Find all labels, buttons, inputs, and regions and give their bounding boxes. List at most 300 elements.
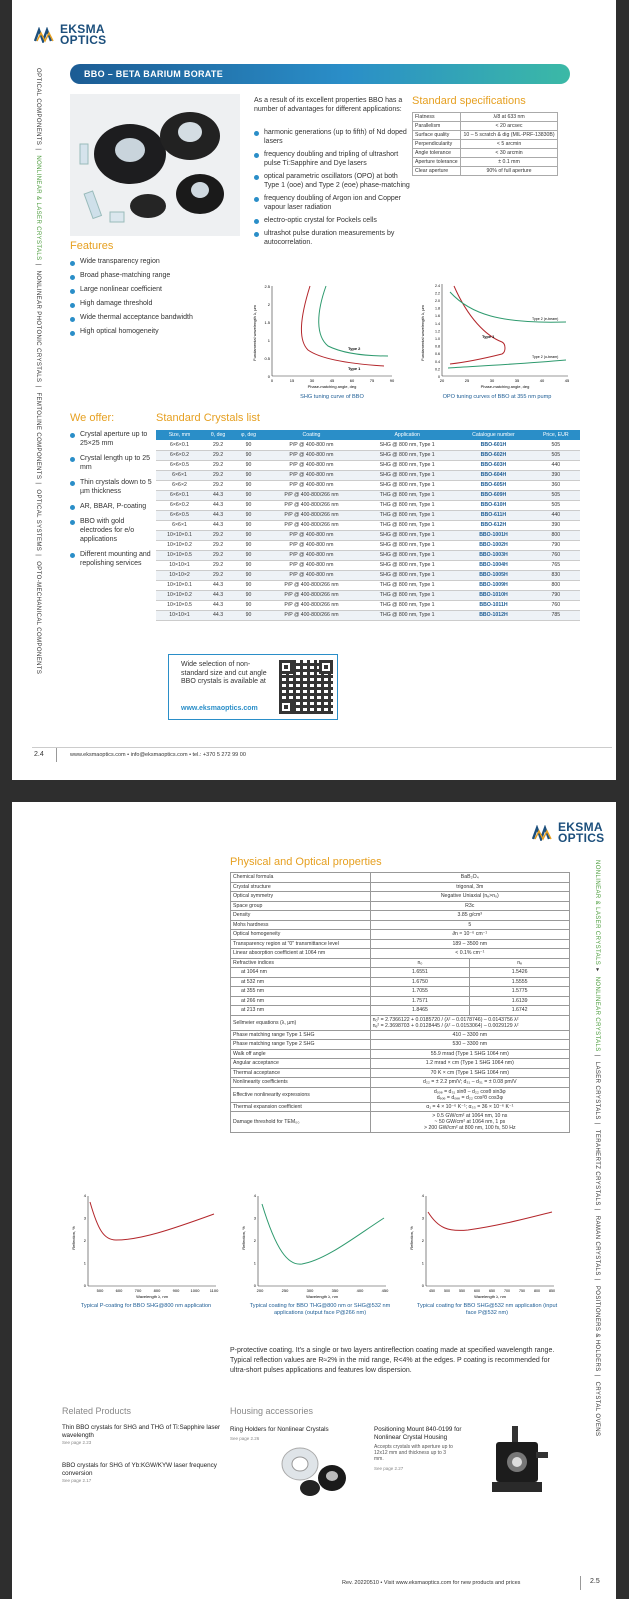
y-tick: 1.4 (435, 321, 440, 326)
cell-coating: P/P @ 400-800/266 nm (264, 520, 359, 530)
cell-coating: P/P @ 400-800/266 nm (264, 590, 359, 600)
x-tick: 300 (306, 1288, 314, 1293)
chart-ylabel: Fundamental wavelength λ, µm (420, 305, 425, 361)
cell-catalogue-number[interactable]: BBO-1003H (455, 550, 531, 560)
reflection-chart-thg800 (240, 1190, 390, 1302)
cell-theta: 44.3 (203, 600, 233, 610)
cell-theta: 29.2 (203, 530, 233, 540)
table-row (156, 610, 580, 620)
cell-catalogue-number[interactable]: BBO-1001H (455, 530, 531, 540)
cell-phi: 90 (233, 550, 264, 560)
spec-param: Perpendicularity (413, 140, 461, 149)
type1-curve (301, 286, 384, 366)
cell-catalogue-number[interactable]: BBO-603H (455, 460, 531, 470)
cell-price: 785 (532, 610, 580, 620)
y-tick: 2 (83, 1238, 86, 1243)
feature-item: High optical homogeneity (70, 328, 240, 335)
cell-catalogue-number[interactable]: BBO-1010H (455, 590, 531, 600)
ri-no: 1.8465 (370, 1006, 470, 1016)
property-value: 410 – 3300 nm (370, 1030, 569, 1040)
table-row (156, 530, 580, 540)
table-row (156, 590, 580, 600)
ri-row (231, 996, 570, 1006)
reflection-curve (428, 1212, 552, 1230)
property-value: 70 K × cm (Type 1 SHG 1064 nm) (370, 1068, 569, 1078)
cell-price: 760 (532, 550, 580, 560)
chart-xlabel: Phase-matching angle, deg (307, 384, 357, 389)
cell-application: SHG @ 800 nm, Type 1 (359, 440, 455, 450)
side-nav-item-active[interactable]: NONLINEAR & LASER CRYSTALS (594, 860, 600, 966)
spec-row (413, 149, 558, 158)
spec-param: Angle tolerance (413, 149, 461, 158)
cell-application: SHG @ 800 nm, Type 1 (359, 560, 455, 570)
cell-application: SHG @ 800 nm, Type 1 (359, 550, 455, 560)
cell-phi: 90 (233, 450, 264, 460)
ri-row (231, 968, 570, 978)
property-row (231, 949, 570, 959)
features-title: Features (70, 240, 114, 252)
cell-coating: P/P @ 400-800/266 nm (264, 500, 359, 510)
custom-crystals-box (168, 654, 338, 720)
side-nav-item[interactable]: CRYSTAL OVENS (594, 1381, 600, 1437)
cell-catalogue-number[interactable]: BBO-605H (455, 480, 531, 490)
spec-row (413, 140, 558, 149)
cell-coating: P/P @ 400-800 nm (264, 540, 359, 550)
spec-row (413, 167, 558, 176)
x-tick: 800 (153, 1288, 161, 1293)
side-nav-item[interactable]: TERAHERTZ CRYSTALS (594, 1129, 600, 1206)
offer-title: We offer: (70, 412, 115, 424)
property-row (231, 1040, 570, 1050)
column-header: θ, deg (203, 430, 233, 440)
property-name: Optical homogeneity (231, 930, 371, 940)
cell-theta: 29.2 (203, 440, 233, 450)
ri-row (231, 1006, 570, 1016)
y-tick: 0.8 (435, 344, 440, 349)
x-tick: 1100 (209, 1288, 219, 1293)
positioning-mount-title[interactable]: Positioning Mount 840-0199 for Nonlinear Crystal Housing (374, 1426, 462, 1441)
chart-xlabel: Wavelength λ, nm (136, 1294, 168, 1299)
cell-size: 6×6×1 (156, 470, 203, 480)
cell-price: 440 (532, 510, 580, 520)
ri-wavelength: at 532 nm (231, 977, 371, 987)
cell-application: SHG @ 800 nm, Type 1 (359, 540, 455, 550)
property-name: Crystal structure (231, 882, 371, 892)
property-name: Walk off angle (231, 1049, 371, 1059)
ri-ne: 1.6139 (470, 996, 570, 1006)
cell-size: 10×10×1 (156, 560, 203, 570)
y-tick: 1 (267, 338, 270, 343)
cell-coating: P/P @ 400-800 nm (264, 460, 359, 470)
cell-application: SHG @ 800 nm, Type 1 (359, 530, 455, 540)
cell-application: THG @ 800 nm, Type 1 (359, 520, 455, 530)
y-tick: 0 (438, 375, 440, 379)
shg-chart-caption: SHG tuning curve of BBO (300, 394, 364, 400)
table-row (156, 560, 580, 570)
advantages-list (254, 128, 414, 251)
side-nav-item[interactable]: RAMAN CRYSTALS (594, 1215, 600, 1276)
type1-label: Type 1 (348, 366, 361, 371)
damage-line: > 200 GW/cm² at 800 nm, 100 fs, 50 Hz (424, 1125, 516, 1131)
property-row (231, 1087, 570, 1102)
cell-price: 360 (532, 480, 580, 490)
property-name: Phase matching range Type 2 SHG (231, 1040, 371, 1050)
property-name: Nonlinearity coefficients (231, 1078, 371, 1088)
property-value: 189 – 3500 nm (370, 939, 569, 949)
opo-tuning-chart (420, 278, 575, 393)
cell-application: THG @ 800 nm, Type 1 (359, 610, 455, 620)
property-name: Refractive indices (231, 958, 371, 968)
ri-no: 1.7571 (370, 996, 470, 1006)
reflection-chart-shg532 (408, 1190, 558, 1302)
cell-phi: 90 (233, 570, 264, 580)
cell-catalogue-number[interactable]: BBO-609H (455, 490, 531, 500)
table-row (156, 570, 580, 580)
property-name: Phase matching range Type 1 SHG (231, 1030, 371, 1040)
table-row (156, 440, 580, 450)
reflection-curve (90, 1202, 214, 1240)
cell-size: 10×10×0.5 (156, 600, 203, 610)
ri-no-header: nₒ (370, 958, 470, 968)
type2-obeam-label: Type 2 (o-beam) (532, 355, 559, 359)
table-row (156, 480, 580, 490)
column-header: φ, deg (233, 430, 264, 440)
property-name: Chemical formula (231, 873, 371, 883)
offer-item: BBO with gold electrodes for e/o applications (70, 517, 156, 544)
crystals-list-title: Standard Crystals list (156, 412, 260, 424)
y-tick: 3 (253, 1215, 256, 1221)
spec-value: 10 – 5 scratch & dig (MIL-PRF-13830B) (461, 131, 558, 140)
advantage-item: harmonic generations (up to fifth) of Nd doped lasers (254, 128, 414, 146)
property-row (231, 930, 570, 940)
x-tick: 25 (464, 378, 470, 383)
side-nav-item[interactable]: OPTO-MECHANICAL COMPONENTS (35, 561, 41, 675)
p-coating-paragraph: P-protective coating. It's a single or two layers antireflection coating made at specified wavelength range. Typical reflection values are R≈2% in the mid range, R<4% at the edges. P coating is recommended for ultra-short pulses applications and features low dispersion. (230, 1347, 555, 1374)
property-row (231, 873, 570, 883)
property-row (231, 939, 570, 949)
cell-theta: 44.3 (203, 510, 233, 520)
y-tick: 1.0 (435, 337, 440, 341)
table-row (156, 510, 580, 520)
cell-phi: 90 (233, 460, 264, 470)
property-value: < 0.1% cm⁻¹ (370, 949, 569, 959)
brand-name: EKSMA (60, 22, 105, 36)
x-tick: 800 (534, 1289, 540, 1293)
x-tick: 450 (429, 1289, 435, 1293)
x-tick: 700 (134, 1288, 142, 1293)
cell-catalogue-number[interactable]: BBO-604H (455, 470, 531, 480)
cell-coating: P/P @ 400-800 nm (264, 560, 359, 570)
ri-ne-header: nₑ (470, 958, 570, 968)
side-nav-item[interactable]: POSITIONERS & HOLDERS (594, 1285, 600, 1372)
cell-price: 390 (532, 520, 580, 530)
side-nav-item-active[interactable]: NONLINEAR CRYSTALS (594, 976, 600, 1052)
property-name: Thermal acceptance (231, 1068, 371, 1078)
x-tick: 15 (289, 378, 295, 383)
y-tick: 1.5 (264, 320, 270, 325)
page-footer: www.eksmaoptics.com • info@eksmaoptics.com • tel.: +370 5 272 99 00 (70, 752, 246, 758)
cell-catalogue-number[interactable]: BBO-601H (455, 440, 531, 450)
cell-theta: 29.2 (203, 470, 233, 480)
cell-coating: P/P @ 400-800/266 nm (264, 600, 359, 610)
cell-theta: 44.3 (203, 500, 233, 510)
cell-price: 800 (532, 580, 580, 590)
feature-item: Wide transparency region (70, 258, 240, 265)
cell-size: 10×10×0.5 (156, 550, 203, 560)
property-row (231, 882, 570, 892)
y-tick: 2.5 (264, 284, 270, 289)
property-name: Thermal expansion coefficient (231, 1102, 371, 1112)
x-tick: 650 (489, 1289, 495, 1293)
ring-holders-title[interactable]: Ring Holders for Nonlinear Crystals (230, 1426, 329, 1433)
cell-catalogue-number[interactable]: BBO-1011H (455, 600, 531, 610)
spec-table (412, 112, 558, 176)
cell-theta: 44.3 (203, 610, 233, 620)
feature-item: Large nonlinear coefficient (70, 286, 240, 293)
chart-ylabel: Reflection, % (71, 1226, 76, 1250)
property-row (231, 1030, 570, 1040)
related-item[interactable] (62, 1462, 222, 1483)
catalog-page-left (12, 0, 616, 780)
cell-catalogue-number[interactable]: BBO-1002H (455, 540, 531, 550)
reflection-chart-shg800 (70, 1190, 220, 1302)
advantage-item: ultrashot pulse duration measurements by autocorrelation. (254, 229, 414, 247)
cell-catalogue-number[interactable]: BBO-1005H (455, 570, 531, 580)
related-item-title[interactable]: BBO crystals for SHG of Yb:KGW/KYW laser frequency conversion (62, 1462, 217, 1477)
property-value: 5 (370, 920, 569, 930)
table-row (156, 470, 580, 480)
side-nav-item[interactable]: FEMTOLINE COMPONENTS (35, 392, 41, 480)
y-tick: 1.8 (435, 306, 440, 311)
offer-item: Thin crystals down to 5 µm thickness (70, 478, 156, 496)
cell-coating: P/P @ 400-800 nm (264, 550, 359, 560)
spec-row (413, 113, 558, 122)
column-header: Application (359, 430, 455, 440)
type2-label: Type 2 (348, 346, 361, 351)
cell-size: 6×6×0.5 (156, 510, 203, 520)
x-tick: 40 (539, 378, 545, 383)
properties-table (230, 872, 570, 1133)
cell-application: SHG @ 800 nm, Type 1 (359, 570, 455, 580)
cell-coating: P/P @ 400-800 nm (264, 440, 359, 450)
type1-curve (450, 286, 505, 364)
property-name: Density (231, 911, 371, 921)
column-header: Catalogue number (455, 430, 531, 440)
cell-coating: P/P @ 400-800/266 nm (264, 490, 359, 500)
cell-catalogue-number[interactable]: BBO-610H (455, 500, 531, 510)
offer-item: Crystal length up to 25 mm (70, 454, 156, 472)
cell-price: 505 (532, 450, 580, 460)
ri-wavelength: at 1064 nm (231, 968, 371, 978)
y-tick: 1 (253, 1260, 256, 1266)
qr-code[interactable] (279, 660, 333, 714)
y-tick: 1.2 (435, 329, 440, 334)
cell-application: THG @ 800 nm, Type 1 (359, 490, 455, 500)
related-item-title[interactable]: Thin BBO crystals for SHG and THG of Ti:Sapphire laser wavelength (62, 1424, 221, 1439)
y-tick: 0.4 (435, 359, 440, 364)
x-tick: 850 (549, 1289, 555, 1293)
x-tick: 900 (172, 1288, 180, 1293)
standard-crystals-table (156, 430, 580, 621)
x-tick: 200 (256, 1288, 264, 1293)
brand-logo (34, 24, 106, 46)
website-link[interactable]: www.eksmaoptics.com (181, 705, 258, 712)
property-row (231, 920, 570, 930)
table-row (156, 520, 580, 530)
ri-wavelength: at 266 nm (231, 996, 371, 1006)
cell-catalogue-number[interactable]: BBO-1009H (455, 580, 531, 590)
cell-application: SHG @ 800 nm, Type 1 (359, 450, 455, 460)
x-tick: 75 (369, 378, 375, 383)
table-row (156, 490, 580, 500)
damage-line: ~ 50 GW/cm² at 1064 nm, 1 ps (434, 1119, 506, 1125)
table-row (156, 550, 580, 560)
property-name: Effective nonlinearity expressions (231, 1087, 371, 1102)
damage-line: > 0.5 GW/cm² at 1064 nm, 10 ns (432, 1113, 508, 1119)
cell-phi: 90 (233, 480, 264, 490)
column-header: Price, EUR (532, 430, 580, 440)
cell-size: 10×10×0.1 (156, 530, 203, 540)
eff-line: dₑₒₑ = dₒₑₑ = d₂₂ cos²θ cos3φ (436, 1094, 503, 1101)
x-tick: 450 (381, 1288, 389, 1293)
spec-value: ± 0.1 mm (461, 158, 558, 167)
bbo-crystals-photo (70, 94, 240, 236)
y-tick: 0 (253, 1283, 256, 1288)
property-value: 3.85 g/cm³ (370, 911, 569, 921)
spec-param: Surface quality (413, 131, 461, 140)
x-tick: 1000 (190, 1288, 200, 1293)
brand-sub: OPTICS (60, 33, 107, 47)
property-row (231, 1112, 570, 1133)
side-nav-item[interactable]: OPTICAL SYSTEMS (35, 489, 41, 552)
cell-price: 765 (532, 560, 580, 570)
side-navigation: NONLINEAR & LASER CRYSTALS▸ NONLINEAR CRYSTALS| LASER CRYSTALS| TERAHERTZ CRYSTALS| RAMAN CRYSTALS| POSITIONERS & HOLDERS| CRYSTAL OVENS (594, 860, 600, 1437)
table-row (156, 500, 580, 510)
y-tick: 3 (83, 1215, 86, 1221)
intro-paragraph: As a result of its excellent properties BBO has a number of advantages for different applications: (254, 97, 403, 113)
x-tick: 45 (329, 378, 335, 383)
cell-size: 6×6×2 (156, 480, 203, 490)
cell-size: 10×10×2 (156, 570, 203, 580)
type2-obeam-curve (448, 360, 566, 368)
advantage-item: frequency doubling and tripling of ultrashort pulse Ti:Sapphire and Dye lasers (254, 150, 414, 168)
property-name: Transparency region at "0" transmittance level (231, 939, 371, 949)
cell-catalogue-number[interactable]: BBO-1012H (455, 610, 531, 620)
qr-text: Wide selection of non-standard size and cut angle BBO crystals is available at (181, 661, 267, 685)
property-row (231, 901, 570, 911)
eff-value (370, 1087, 569, 1102)
cell-catalogue-number[interactable]: BBO-1004H (455, 560, 531, 570)
cell-theta: 29.2 (203, 540, 233, 550)
y-tick: 2 (253, 1238, 256, 1243)
sellmeier-ne: nₑ² = 2.3698703 + 0.0128445 / (λ² – 0.0153064) – 0.0029129 λ² (372, 1022, 519, 1029)
x-tick: 600 (115, 1288, 123, 1293)
features-list (70, 258, 240, 342)
eff-line: dₒₒₑ = d₃₁ sinθ – d₂₂ cosθ sin3φ (433, 1088, 506, 1095)
table-row (156, 460, 580, 470)
y-tick: 3 (421, 1215, 424, 1221)
spec-row (413, 158, 558, 167)
cell-phi: 90 (233, 590, 264, 600)
cell-price: 790 (532, 590, 580, 600)
property-row (231, 1078, 570, 1088)
property-row (231, 1102, 570, 1112)
cell-price: 505 (532, 440, 580, 450)
y-tick: 0 (421, 1283, 424, 1288)
ri-no: 1.6750 (370, 977, 470, 987)
cell-phi: 90 (233, 610, 264, 620)
spec-param: Parallelism (413, 122, 461, 131)
cell-theta: 44.3 (203, 490, 233, 500)
side-nav-item[interactable]: OPTICAL COMPONENTS (35, 68, 41, 146)
x-tick: 550 (459, 1289, 465, 1293)
property-value: 530 – 3300 nm (370, 1040, 569, 1050)
cell-size: 6×6×0.5 (156, 460, 203, 470)
cell-size: 6×6×0.2 (156, 500, 203, 510)
eksma-logo-icon (532, 825, 554, 841)
positioning-mount-see: See page 2.27 (374, 1466, 404, 1471)
sellmeier-no: nₒ² = 2.7366122 + 0.0185720 / (λ² – 0.0178746) – 0.0143756 λ² (372, 1016, 519, 1023)
cell-price: 790 (532, 540, 580, 550)
cell-phi: 90 (233, 530, 264, 540)
properties-title: Physical and Optical properties (230, 856, 382, 868)
chart-xlabel: Wavelength λ, nm (306, 1294, 338, 1299)
cell-theta: 44.3 (203, 520, 233, 530)
side-nav-item[interactable]: NONLINEAR PHOTONIC CRYSTALS (35, 270, 41, 383)
housing-accessories-title: Housing accessories (230, 1406, 314, 1416)
cell-size: 10×10×1 (156, 610, 203, 620)
property-value: 55.9 mrad (Type 1 SHG 1064 nm) (370, 1049, 569, 1059)
cell-price: 760 (532, 600, 580, 610)
ring-holders-photo (274, 1442, 354, 1498)
cell-size: 6×6×0.1 (156, 490, 203, 500)
cell-application: THG @ 800 nm, Type 1 (359, 590, 455, 600)
cell-theta: 29.2 (203, 570, 233, 580)
property-name: Sellmeier equations (λ, µm) (231, 1015, 371, 1030)
spec-value: < 20 arcsec (461, 122, 558, 131)
related-item[interactable] (62, 1424, 222, 1445)
cell-phi: 90 (233, 500, 264, 510)
cell-catalogue-number[interactable]: BBO-611H (455, 510, 531, 520)
x-tick: 90 (389, 378, 395, 383)
brand-logo (532, 822, 604, 844)
y-tick: 1.6 (435, 314, 440, 319)
brand-name: EKSMA (558, 820, 603, 834)
chart-ylabel: Reflection, % (409, 1226, 414, 1250)
cell-phi: 90 (233, 540, 264, 550)
cell-phi: 90 (233, 520, 264, 530)
chart-ylabel: Fundamental wavelength λ, µm (252, 305, 257, 361)
y-tick: 1 (83, 1260, 86, 1266)
cell-coating: P/P @ 400-800/266 nm (264, 510, 359, 520)
cell-theta: 44.3 (203, 590, 233, 600)
ri-ne: 1.5555 (470, 977, 570, 987)
catalog-page-right (12, 802, 616, 1599)
y-tick: 0.2 (435, 367, 440, 372)
page-number: 2.4 (34, 751, 44, 758)
type1-label: Type 1 (482, 334, 495, 339)
spec-value: 90% of full aperture (461, 167, 558, 176)
side-nav-item[interactable]: LASER CRYSTALS (594, 1061, 600, 1120)
spec-row (413, 131, 558, 140)
x-tick: 20 (439, 378, 445, 383)
opo-chart-caption: OPO tuning curves of BBO at 355 nm pump (442, 394, 552, 400)
cell-catalogue-number[interactable]: BBO-612H (455, 520, 531, 530)
side-nav-item-active[interactable]: NONLINEAR & LASER CRYSTALS (35, 155, 41, 261)
cell-catalogue-number[interactable]: BBO-602H (455, 450, 531, 460)
property-value: R3c (370, 901, 569, 911)
y-tick: 4 (83, 1193, 86, 1198)
